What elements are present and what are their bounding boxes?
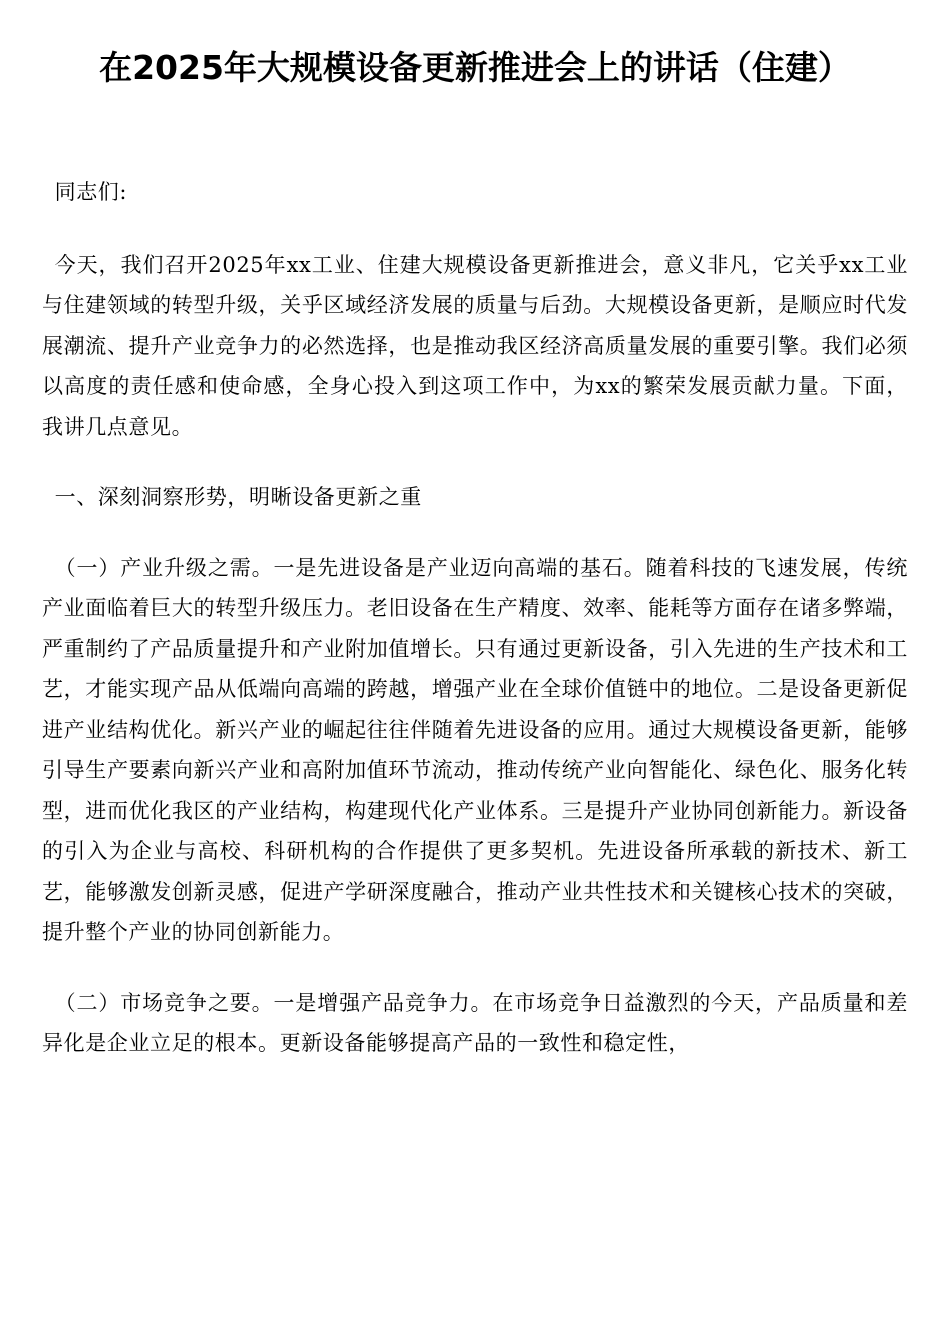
paragraph-market-competition: （二）市场竞争之要。一是增强产品竞争力。在市场竞争日益激烈的今天，产品质量和差异化是企业立足的根本。更新设备能够提高产品的一致性和稳定性，: [42, 990, 908, 1055]
section-heading-1: 一、深刻洞察形势，明晰设备更新之重: [54, 485, 422, 509]
paragraph-intro: 今天，我们召开2025年xx工业、住建大规模设备更新推进会，意义非凡，它关乎xx工业与住建领域的转型升级，关乎区域经济发展的质量与后劲。大规模设备更新，是顺应时代发展潮流、提升产业竞争力的必然选择，也是推动我区经济高质量发展的重要引擎。我们必须以高度的责任感和使命感，全身心投入到这项工作中，为xx的繁荣发展贡献力量。下面，我讲几点意见。: [42, 252, 908, 439]
paragraph-industry-upgrade: （一）产业升级之需。一是先进设备是产业迈向高端的基石。随着科技的飞速发展，传统产业面临着巨大的转型升级压力。老旧设备在生产精度、效率、能耗等方面存在诸多弊端，严重制约了产品质量提升和产业附加值增长。只有通过更新设备，引入先进的生产技术和工艺，才能实现产品从低端向高端的跨越，增强产业在全球价值链中的地位。二是设备更新促进产业结构优化。新兴产业的崛起往往伴随着先进设备的应用。通过大规模设备更新，能够引导生产要素向新兴产业和高附加值环节流动，推动传统产业向智能化、绿色化、服务化转型，进而优化我区的产业结构，构建现代化产业体系。三是提升产业协同创新能力。新设备的引入为企业与高校、科研机构的合作提供了更多契机。先进设备所承载的新技术、新工艺，能够激发创新灵感，促进产学研深度融合，推动产业共性技术和关键核心技术的突破，提升整个产业的协同创新能力。: [42, 555, 908, 944]
document-title: 在2025年大规模设备更新推进会上的讲话（住建）: [99, 48, 851, 87]
document-body: [42, 172, 908, 1094]
salutation: 同志们:: [54, 180, 128, 204]
